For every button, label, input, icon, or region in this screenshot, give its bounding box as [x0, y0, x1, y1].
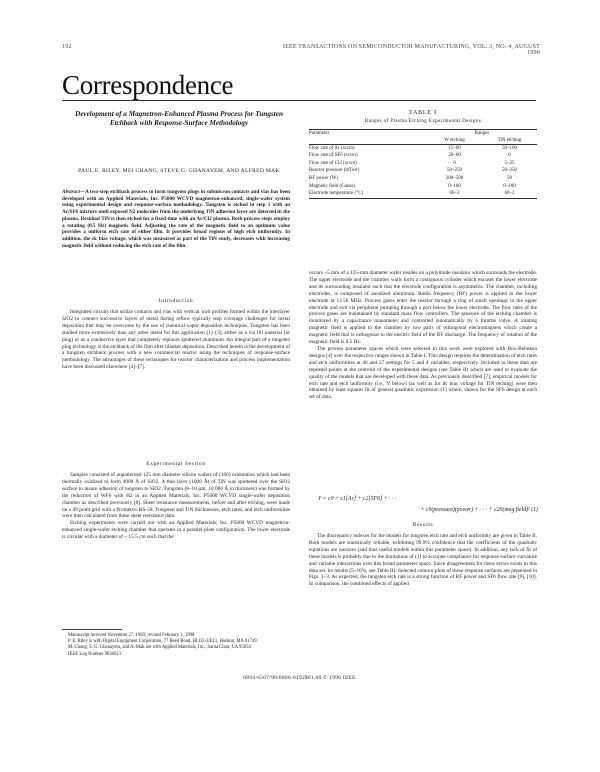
running-header: IEEE TRANSACTIONS ON SEMICONDUCTOR MANUFACTURING, VOL. 3, NO. 4, AUGUST 1990 — [282, 44, 540, 56]
design-paragraph: The process parameter spaces which were selected in this work were explored with Box-Behnken designs [4] over the respective ranges shown in Table I. This design requires the determination of etch rates and etch uniformities at 46 and 27 settings for 5 and 4 variables, respectively. Included in these data are repeated points at the centroid of the experimental designs (see Table II) which are used to evaluate the quality of the models that are developed with these data. As previously described [7], empirical models for etch rate and etch uniformity (i.e., Y below) (as well as for dc bias voltage for TiN etching) were then obtained by least squares fit of general quadratic expression (1) where, shown for the SF6 design at each set of data. — [309, 345, 537, 401]
table-cell: RF power (W) — [309, 175, 339, 181]
table-cell: 15–60 — [448, 145, 461, 151]
section-title: Correspondence — [62, 70, 234, 100]
table-cell: 0–100 — [503, 183, 516, 189]
table-row — [309, 160, 537, 168]
footnotes — [62, 633, 290, 658]
footnote-affiliation-2: M. Chang, S. G. Ghanayem, and A. Mak are with Applied Materials, Inc., Santa Clara, CA 95054. — [68, 645, 252, 651]
table-row — [309, 145, 537, 153]
table-cell: 50–250 — [447, 168, 462, 174]
table-cell: Flow rate of Cl2 (sccm) — [309, 160, 357, 166]
section-rule — [62, 100, 536, 101]
table-cell: 50 — [507, 175, 512, 181]
table-number: TABLE I — [409, 110, 437, 116]
table-cell: Flow rate of SF6 (sccm) — [309, 153, 358, 159]
table-cell: Magnetic field (Gauss) — [309, 183, 356, 189]
page-number: 192 — [62, 44, 72, 50]
table-caption: Ranges of Plasma Etching Experimental Designs — [364, 119, 482, 124]
table-header-ranges: Ranges — [427, 130, 537, 138]
abstract-text: A two-step etchback process to form tungsten plugs in submicron contacts and vias has been developed with an Applied Materials, Inc. P5000 WCVD magnetron-enhanced, single-wafer system using experimental design and response-surface methodology. Tungsten is etched in step 1 with an Ar/SF6 mixture until exposed N2 molecules from the underlying TiN adhesion layer are detected in the plasma. Residual TiN is then etched for a fixed time with an Ar/Cl2 plasma. Both process steps employ a rotating (0.5 Hz) magnetic field. Adjusting the rate of the magnetic field to an optimum value provides a uniform etch rate of either film. It provides broad regions of high etch uniformity. In addition, the dc bias voltage, which was measured as part of the TiN study, decreases with increasing magnetic field without reducing the etch rate of the film. — [62, 189, 290, 249]
table-cell: Electrode temperature (°C) — [309, 191, 427, 199]
table-row — [309, 175, 537, 183]
chamber-description — [309, 270, 537, 401]
footnote-rule — [62, 629, 122, 630]
table-cell: 60–2 — [482, 191, 537, 199]
table-cell: 0–100 — [448, 183, 461, 189]
table-cell: 60–2 — [427, 191, 482, 199]
table-cell: 20–60 — [448, 153, 461, 159]
introduction-body — [62, 309, 290, 371]
equation-line-2: + c9(pressure)(power) + · · · + c20(mag field)² (1) — [420, 507, 538, 513]
table-row — [309, 183, 537, 191]
table-row — [309, 191, 537, 199]
results-paragraph: The discrepancy indexes for the models for tungsten etch rate and etch uniformity are given in Table II. Both models are statistically reliable, exhibiting 99.9% confidence that the coefficients of the quadratic equations are nonzero (and thus useful models within this parameter space). In addition, any lack of fit of these models is probably due to the limitations of (1) to accurate compliance for response surface curvature and variable interactions over this broad parameter space. Since disagreement for these errors exists in this data set, its results (5–16%, see Table II). Selected contour plots of these response surfaces are presented in Figs. 1–3. As expected, the tungsten etch rate is a strong function of RF power and SF6 flow rate [9], [10]. In comparison, the combined effects of applied — [309, 533, 537, 588]
copyright-line: 0894-6507/90/0800-0192$01.00 © 1990 IEEE — [243, 675, 356, 681]
abstract — [62, 189, 290, 249]
table-cell: 5–25 — [504, 160, 515, 166]
footnote-received: Manuscript received November 27, 1989; revised February 1, 1990. — [68, 633, 196, 638]
experimental-heading: Experimental Section — [146, 461, 206, 467]
experimental-body — [62, 472, 290, 541]
table-cell: Reactor pressure (mTorr) — [309, 168, 360, 174]
table-cell: 50–100 — [502, 145, 517, 151]
parameter-ranges-table — [309, 129, 537, 199]
table-header-parameter: Parameter — [309, 130, 427, 138]
chamber-paragraph: occurs ~5 mm of a 125-mm diameter wafer resides on a polyimide insulator which surrounds the electrode. The upper electrode and the chamber walls form a contiguous cylinder which encases the lower electrode and its surrounding insulator such that the electrode configuration is asymmetric. The chamber, including electrodes, is composed of anodized aluminum. Radio frequency (RF) power is applied to the lower electrode at 13.56 MHz. Process gases enter the reactor through a ring of small openings in the upper electrode and exit via peripheral pumping through a port below the lower electrode. The flow rates of the process gases are maintained by standard mass flow controllers. The pressure of the etching chamber is monitored by a capacitance manometer and controlled automatically by a throttle valve. A rotating magnetic field is applied to the chamber by two pairs of orthogonal electromagnets which create a magnetic field that is orthogonal to the electric field of the RF discharge. The frequency of rotation of the magnetic field is 0.5 Hz. — [309, 270, 537, 346]
table-cell: Flow rate of Ar (sccm) — [309, 145, 355, 151]
experimental-paragraph-1: Samples consisted of unpatterned 125 mm diameter silicon wafers of (100) orientation which had been thermally oxidized to form 4000 Å of SiO2. A thin layer (1000 Å) of TiN was sputtered over the SiO2 surface to insure adhesion of tungsten to SiO2. Tungsten (8–10 µm, 10 000 Å in thickness) was formed by the reduction of WF6 with H2 in an Applied Materials, Inc. P5000 WCVD single-wafer deposition chamber as described previously [8]. Sheet resistance measurements, before and after etching, were made on a 49 point grid with a Prometrix RS-50. Tungsten and TiN thicknesses, etch rates, and etch uniformities were then calculated from these sheet resistance data. — [62, 472, 290, 520]
table-header-w-etching: W etching — [427, 137, 482, 145]
results-body — [309, 533, 537, 588]
experimental-paragraph-2: Etching experiments were carried out with an Applied Materials, Inc. P5000 WCVD magnetron-enhanced single-wafer etching chamber that operates in a parallel-plate configuration. The lower electrode is circular with a diameter of ~ 15.5 cm such that the — [62, 520, 290, 541]
introduction-heading: Introduction — [158, 298, 194, 304]
introduction-paragraph: Integrated circuits that utilize contacts and vias with vertical wall profiles formed within the interlayer SiO2 to connect successive layers of metal during reflow typically step coverage challenges for metal deposition that may be overcome by the use of chemical-vapor deposition techniques. Tungsten has been studied more extensively than any other metal for this application [1]–[3], either as a via fill material (or plug) or as a conductive layer that completely replaces sputtered aluminum. An integral part of a tungsten plug technology is the etchback of the film after blanket deposition. Described herein is the development of a tungsten etchback process with a new commercial reactor using the techniques of response-surface methodology. The advantages of these techniques for reactor characterization and process implementation have been discussed elsewhere [4]–[7]. — [62, 309, 290, 371]
equation-line-1: Y = c0 + c1[Ar] + c2[SF6] + · · · — [318, 496, 397, 502]
table-cell: 200–500 — [445, 175, 464, 181]
table-row — [309, 153, 537, 161]
table-cell: 0 — [508, 153, 511, 159]
table-cell: 0 — [453, 160, 456, 166]
table-header-tin-etching: TiN etching — [482, 137, 537, 145]
abstract-lead: Abstract— — [62, 189, 86, 195]
article-authors: PAUL E. RILEY, MEI CHANG, STEVE G. GHANAYEM, AND ALFRED MAK — [78, 168, 280, 174]
article-title: Development of a Magnetron-Enhanced Plasma Process for Tungsten Etchback with Response-Surface Methodology — [75, 110, 283, 127]
table-cell: 50–250 — [502, 168, 517, 174]
table-row — [309, 168, 537, 176]
footnote-ieee-log: IEEE Log Number 9036613. — [68, 651, 123, 657]
footnote-affiliation-1: P. E. Riley is with Digital Equipment Corporation, 77 Reed Road, HLO2-3/E11, Hudson, MA 01749. — [68, 639, 258, 645]
results-heading: Results — [412, 522, 434, 528]
